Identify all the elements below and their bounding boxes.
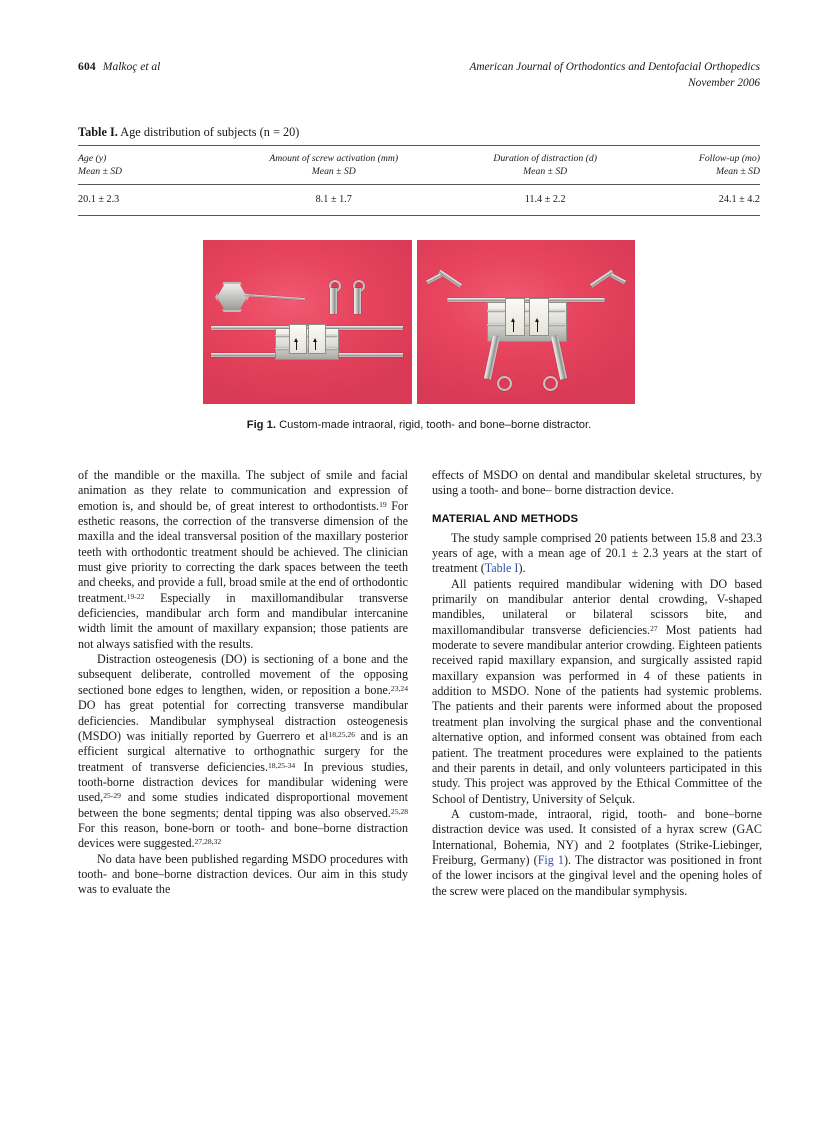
body-paragraph bbox=[432, 577, 762, 807]
cell-duration: 11.4 ± 2.2 bbox=[524, 194, 566, 205]
screw-plate-left bbox=[289, 324, 307, 354]
reference-superscript[interactable]: 18,25-34 bbox=[267, 760, 296, 770]
body-text: No data have been published regarding MSDO procedures with tooth- and bone–borne distraction devices. Our aim in this study was to evaluate the bbox=[78, 851, 408, 897]
screw-plate-right bbox=[529, 298, 549, 336]
reference-superscript[interactable]: 19 bbox=[379, 499, 387, 509]
body-text: For this reason, bone-born or tooth- and bone–borne distraction devices were suggested. bbox=[78, 820, 408, 851]
body-text: ). The distractor was positioned in front of the lower incisors at the gingival level and the opening holes of the screw were placed on the mandibular symphysis. bbox=[432, 852, 762, 898]
table-header-screw-activation bbox=[221, 146, 446, 185]
running-head-left bbox=[78, 60, 160, 75]
screw-plate-left bbox=[505, 298, 525, 336]
issue-date: November 2006 bbox=[688, 76, 760, 89]
body-paragraph bbox=[432, 807, 762, 899]
reference-superscript[interactable]: 25-29 bbox=[103, 791, 121, 801]
direction-arrow-right-stem bbox=[537, 322, 538, 332]
table-row bbox=[78, 185, 760, 216]
body-text: The study sample comprised 20 patients between 15.8 and 23.3 years of age, with a mean age of 20.1 ± 2.3 years at the start of treatment ( bbox=[432, 530, 762, 576]
body-text: A custom-made, intraoral, rigid, tooth- and bone–borne distraction device was used. It consisted of a hyrax screw (GAC International, Bohemia, NY) and 2 footplates (Strike-Liebinger, Freiburg, Germany) ( bbox=[432, 806, 762, 867]
table-header-age-line2: Mean ± SD bbox=[78, 166, 123, 177]
direction-arrow-right-stem bbox=[315, 342, 316, 350]
body-paragraph bbox=[432, 531, 762, 577]
body-text: In previous studies, tooth-borne distraction devices for mandibular widening were used, bbox=[78, 759, 408, 805]
table-header-followup bbox=[644, 146, 760, 185]
running-head-right bbox=[469, 60, 760, 91]
reference-superscript[interactable]: 25,28 bbox=[390, 806, 408, 816]
table-header-age bbox=[78, 146, 221, 185]
table-caption-text: Age distribution of subjects (n = 20) bbox=[120, 125, 300, 139]
figure-photo-right bbox=[417, 240, 635, 404]
cross-reference-link[interactable]: Table I bbox=[484, 561, 519, 576]
body-paragraph bbox=[78, 468, 408, 652]
table-head bbox=[78, 146, 760, 185]
age-distribution-table bbox=[78, 145, 760, 216]
screw-body-groove-2 bbox=[487, 324, 565, 326]
photo-background bbox=[203, 240, 412, 404]
body-text: Especially in maxillomandibular transverse deficiencies, mandibular arch form and mandibular intercanine width limit the amount of maxillary expansion; those patients are not always satisfied with the results. bbox=[78, 590, 408, 651]
page-folio-number: 604 bbox=[78, 61, 96, 73]
right-column-lead-paragraph bbox=[432, 468, 762, 499]
reference-superscript[interactable]: 19-22 bbox=[126, 591, 145, 601]
direction-arrow-left-stem bbox=[296, 342, 297, 350]
section-heading-material-and-methods: MATERIAL AND METHODS bbox=[432, 512, 579, 525]
table-header-duration-line1: Duration of distraction (d) bbox=[493, 153, 597, 164]
reference-superscript[interactable]: 18,25,26 bbox=[328, 729, 355, 739]
figure-1 bbox=[203, 240, 635, 433]
footplate-post-left bbox=[330, 288, 337, 314]
journal-title: American Journal of Orthodontics and Dentofacial Orthopedics bbox=[469, 61, 760, 73]
body-paragraph bbox=[78, 652, 408, 851]
table-header-duration-line2: Mean ± SD bbox=[523, 166, 568, 177]
body-text: and some studies indicated disproportional movement between the bone segments; dental tipping was also observed. bbox=[78, 790, 408, 820]
left-column-paragraphs bbox=[78, 468, 408, 898]
table-caption bbox=[78, 124, 760, 145]
cross-reference-link[interactable]: Fig 1 bbox=[537, 852, 564, 867]
table-header-age-line1: Age (y) bbox=[78, 153, 107, 164]
footplate-ring-right bbox=[543, 376, 558, 391]
cell-age: 20.1 ± 2.3 bbox=[78, 194, 120, 205]
table-body bbox=[78, 185, 760, 217]
body-text: and is an efficient surgical alternative to orthognathic surgery for the treatment of transverse deficiencies. bbox=[78, 728, 408, 774]
reference-superscript[interactable]: 23,24 bbox=[390, 683, 408, 693]
table-header-screw-activation-line2: Mean ± SD bbox=[311, 166, 356, 177]
table-header-followup-line2: Mean ± SD bbox=[715, 166, 760, 177]
right-column-paragraphs bbox=[432, 531, 762, 899]
expansion-screw-body bbox=[275, 328, 339, 360]
table-header-row bbox=[78, 146, 760, 185]
body-paragraph bbox=[78, 852, 408, 898]
body-text: effects of MSDO on dental and mandibular skeletal structures, by using a tooth- and bone– borne distraction device. bbox=[432, 468, 762, 498]
body-text: ). bbox=[518, 561, 526, 576]
reference-superscript[interactable]: 27 bbox=[650, 623, 658, 633]
running-head-authors: Malkoç et al bbox=[102, 61, 161, 73]
screw-plate-right bbox=[308, 324, 326, 354]
figure-photo-row bbox=[203, 240, 635, 404]
figure-photo-left bbox=[203, 240, 412, 404]
cell-screw-activation: 8.1 ± 1.7 bbox=[315, 194, 352, 205]
table-header-duration bbox=[446, 146, 644, 185]
table-header-followup-line1: Follow-up (mo) bbox=[698, 153, 760, 164]
body-text: DO has great potential for correcting transverse mandibular deficiencies. Mandibular symphyseal distraction osteogenesis (MSDO) was initially reported by Guerrero et al bbox=[78, 698, 408, 743]
right-column bbox=[432, 468, 762, 899]
body-text: Most patients had moderate to severe mandibular anterior crowding. Eighteen patients received rapid maxillary expansion, and surgically assisted rapid maxillary expansion was performed in 4 of these patients in addition to MSDO. None of the patients had systemic problems. The patients and their parents were informed about the proposed treatment plan involving the surgical phase and the conventional alternative option, and informed consent was obtained from each patient. The treatment procedures were explained to the patients and their parents in detail, and only volunteers participated in this study. This project was approved by the Ethical Committee of the School of Dentistry, University of Selçuk. bbox=[432, 622, 762, 806]
figure-label: Fig 1. bbox=[246, 419, 276, 431]
table-block bbox=[78, 124, 760, 216]
footplate-ring-left bbox=[497, 376, 512, 391]
left-column bbox=[78, 468, 408, 899]
figure-caption-text: Custom-made intraoral, rigid, tooth- and bone–borne distractor. bbox=[279, 419, 592, 431]
screw-body-groove-1 bbox=[487, 310, 565, 312]
running-head bbox=[78, 60, 760, 100]
body-text: of the mandible or the maxilla. The subject of smile and facial animation as they relate to communication and expression of emotion is, and should be, of great interest to orthodontists. bbox=[78, 468, 408, 513]
table-label: Table I. bbox=[78, 125, 118, 139]
body-text: Distraction osteogenesis (DO) is sectioning of a bone and the subsequent deliberate, controlled movement of the opposing sectioned bone edges to lengthen, widen, or reposition a bone. bbox=[78, 652, 408, 697]
figure-caption bbox=[203, 418, 635, 433]
direction-arrow-left-stem bbox=[513, 322, 514, 332]
table-bottom-rule bbox=[78, 216, 760, 217]
reference-superscript[interactable]: 27,28,32 bbox=[194, 837, 222, 847]
cell-followup: 24.1 ± 4.2 bbox=[718, 194, 760, 205]
footplate-post-right bbox=[354, 288, 361, 314]
body-text: All patients required mandibular widening with DO based primarily on mandibular anterior dental crowding, V-shaped mandibles, unilateral or bilateral scissors bite, and maxillomandibular transverse deficiencies. bbox=[432, 576, 762, 637]
body-text: For esthetic reasons, the correction of the transverse dimension of the maxilla and the ideal transversal position of the maxillary posterior teeth with orthodontic treatment should be achieved. The clinician must give priority to correcting the dark spaces between the teeth and cheeks, and provide a full, broad smile at the end of orthodontic treatment. bbox=[78, 498, 409, 605]
body-columns bbox=[78, 468, 762, 899]
table-header-screw-activation-line1: Amount of screw activation (mm) bbox=[269, 153, 399, 164]
body-paragraph bbox=[432, 468, 762, 499]
